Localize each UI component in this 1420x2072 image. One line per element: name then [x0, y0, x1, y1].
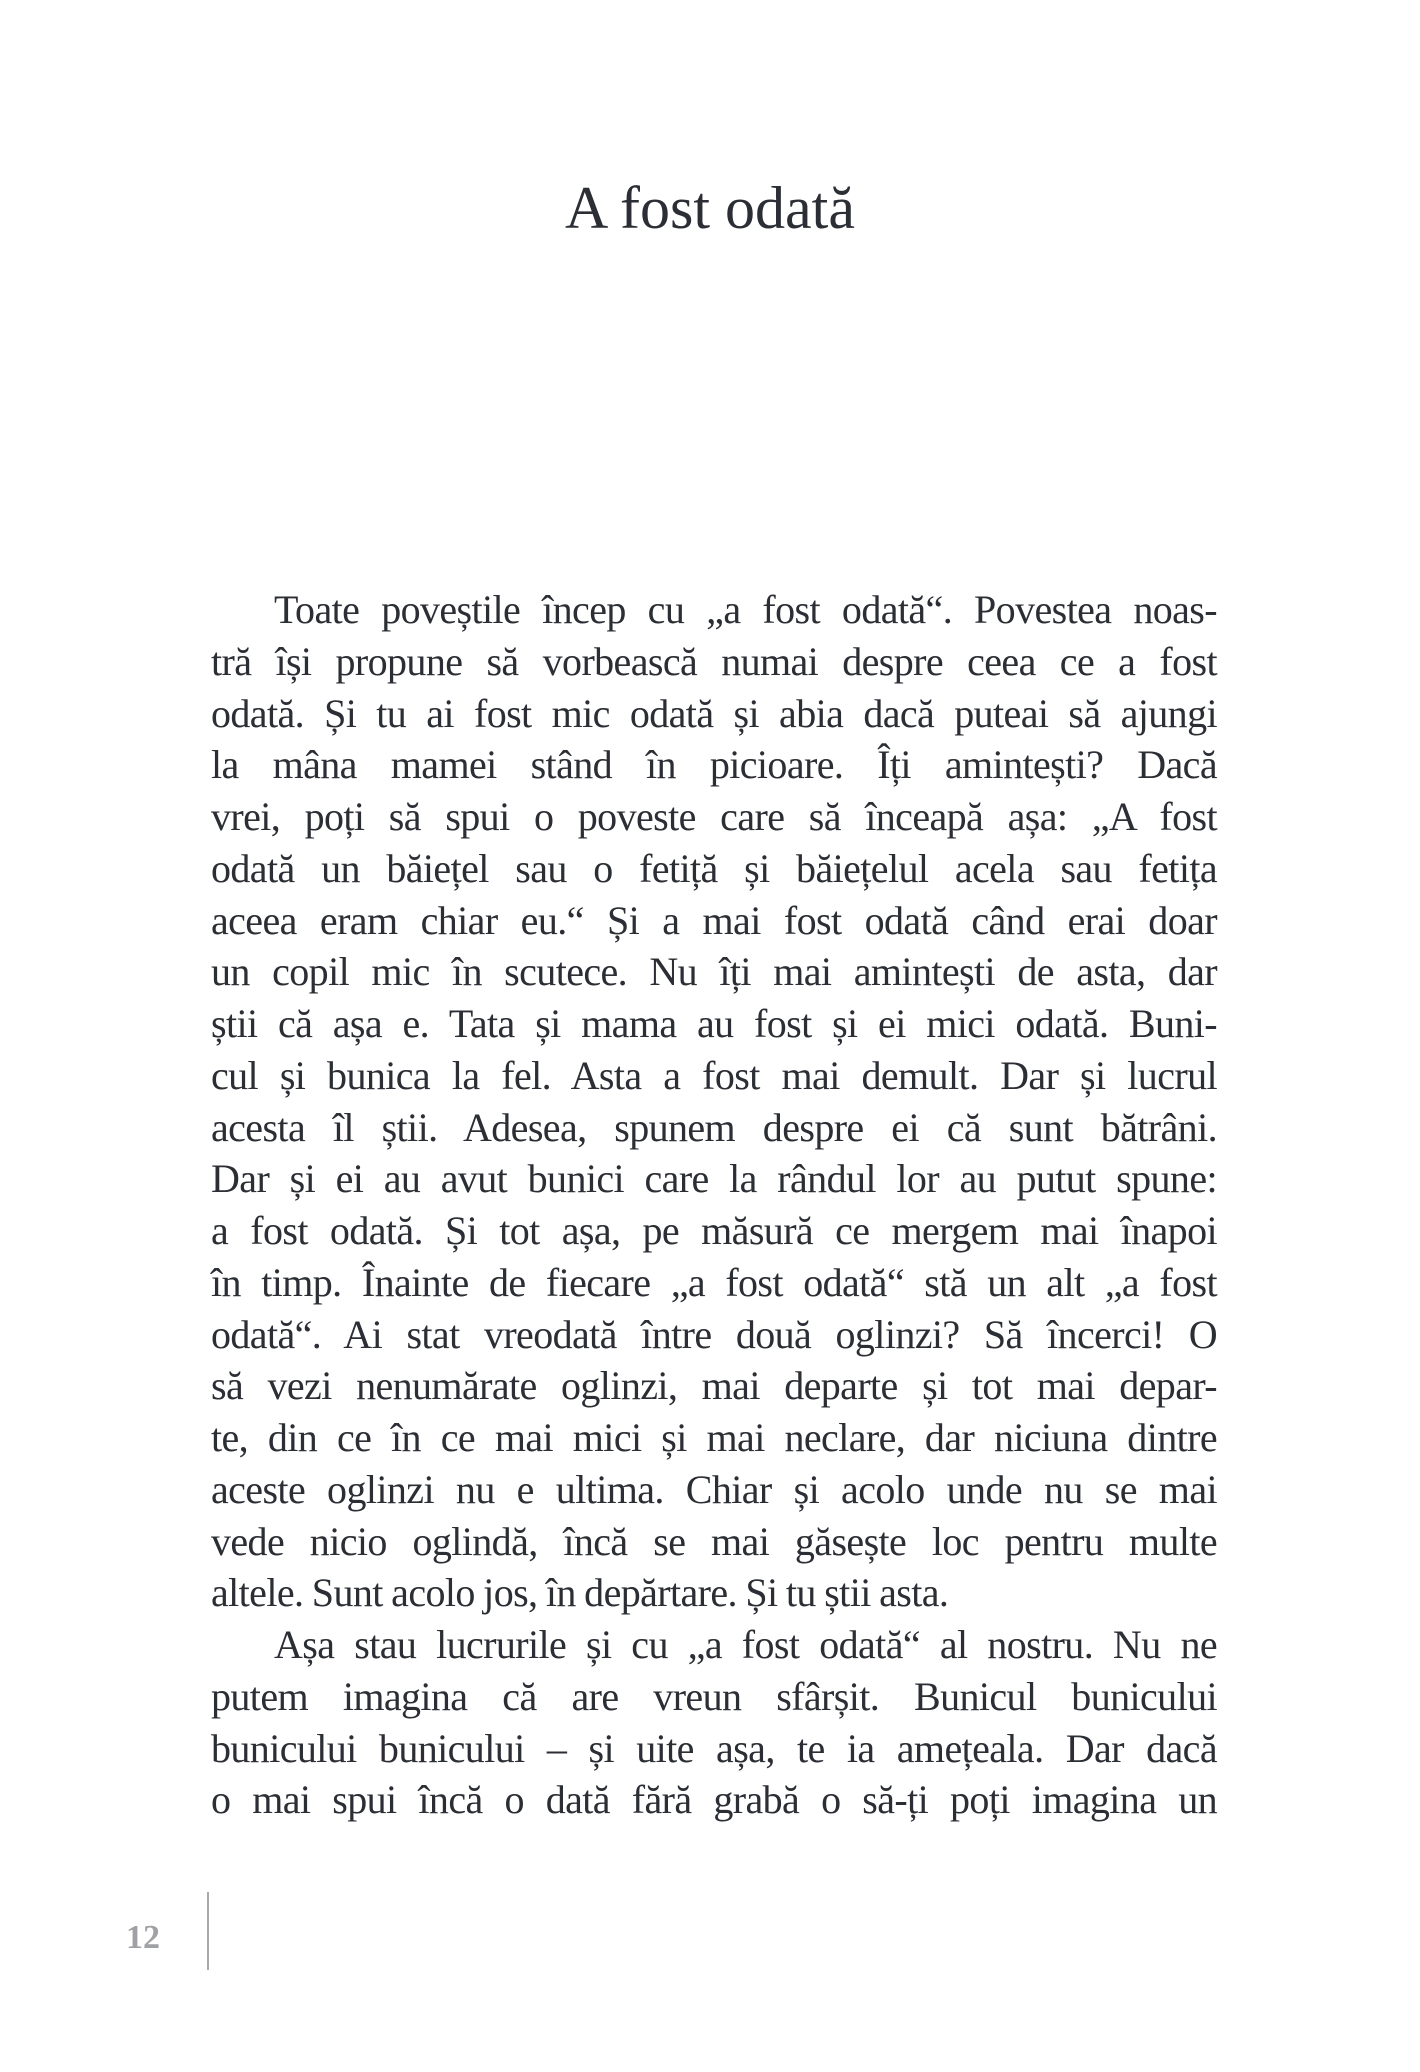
- page-number-divider: [207, 1892, 209, 1970]
- paragraph-1-line: [211, 688, 1217, 740]
- text-line: Dar și ei au avut bunici care la rândul lor au putut spune:: [211, 1156, 1217, 1202]
- text-line: odată. Și tu ai fost mic odată și abia dacă puteai să ajungi: [211, 690, 1217, 736]
- paragraph-1-line: [211, 739, 1217, 791]
- paragraph-2-line: [211, 1671, 1217, 1723]
- chapter-title: A fost odată: [565, 175, 855, 241]
- paragraph-1-line: [211, 1464, 1217, 1516]
- text-line: știi că așa e. Tata și mama au fost și ei mici odată. Buni-: [211, 1001, 1217, 1046]
- text-line: o mai spui încă o dată fără grabă o să-ți poți imagina un: [211, 1777, 1217, 1823]
- paragraph-1-line: [211, 1102, 1217, 1154]
- text-line: să vezi nenumărate oglinzi, mai departe și tot mai depar-: [211, 1363, 1217, 1409]
- paragraph-1-line: [211, 1412, 1217, 1464]
- paragraph-1-line: [211, 1153, 1217, 1205]
- paragraph-1-last-line: [211, 1567, 1217, 1619]
- text-line: acesta îl știi. Adesea, spunem despre ei că sunt bătrâni.: [211, 1104, 1217, 1150]
- text-line: te, din ce în ce mai mici și mai neclare, dar niciuna dintre: [211, 1415, 1217, 1460]
- text-line: odată un băiețel sau o fetiță și băiețelul acela sau fetița: [211, 845, 1217, 891]
- paragraph-1-line: [211, 636, 1217, 688]
- paragraph-1-line: [211, 584, 1217, 636]
- paragraph-1-line: [211, 1050, 1217, 1102]
- text-line: aceea eram chiar eu.“ Și a mai fost odată când erai doar: [211, 897, 1217, 943]
- text-line: aceste oglinzi nu e ultima. Chiar și acolo unde nu se mai: [211, 1466, 1217, 1512]
- paragraph-1-line: [211, 791, 1217, 843]
- page-number: 12: [126, 1919, 160, 1956]
- paragraph-1-line: [211, 843, 1217, 895]
- text-line: la mâna mamei stând în picioare. Îți amintești? Dacă: [211, 742, 1217, 788]
- text-line: a fost odată. Și tot așa, pe măsură ce mergem mai înapoi: [211, 1208, 1217, 1253]
- paragraph-1-line: [211, 1205, 1217, 1257]
- paragraph-2-line: [211, 1619, 1217, 1671]
- paragraph-1-line: [211, 946, 1217, 998]
- text-line: în timp. Înainte de fiecare „a fost odată“ stă un alt „a fost: [211, 1259, 1217, 1305]
- paragraph-1-line: [211, 1360, 1217, 1412]
- paragraph-1-line: [211, 998, 1217, 1050]
- text-line: tră își propune să vorbească numai despre ceea ce a fost: [211, 638, 1217, 684]
- text-line: putem imagina că are vreun sfârșit. Bunicul bunicului: [211, 1673, 1217, 1719]
- paragraph-1-line: [211, 1309, 1217, 1361]
- text-line: un copil mic în scutece. Nu îți mai amintești de asta, dar: [211, 949, 1217, 995]
- paragraph-2-line: [211, 1774, 1217, 1826]
- text-line: bunicului bunicului – și uite așa, te ia amețeala. Dar dacă: [211, 1725, 1217, 1771]
- text-line: altele. Sunt acolo jos, în depărtare. Și tu știi asta.: [211, 1570, 949, 1616]
- paragraph-2-line: [211, 1723, 1217, 1775]
- body-text: [211, 584, 1217, 1826]
- paragraph-1-line: [211, 895, 1217, 947]
- text-line: odată“. Ai stat vreodată între două oglinzi? Să încerci! O: [211, 1311, 1217, 1357]
- paragraph-1-line: [211, 1516, 1217, 1568]
- text-line: vede nicio oglindă, încă se mai găsește loc pentru multe: [211, 1518, 1217, 1564]
- text-line: vrei, poți să spui o poveste care să înceapă așa: „A fost: [211, 794, 1217, 839]
- text-line: Așa stau lucrurile și cu „a fost odată“ al nostru. Nu ne: [274, 1622, 1217, 1667]
- text-line: Toate poveștile încep cu „a fost odată“. Povestea noas-: [274, 587, 1217, 632]
- paragraph-1-line: [211, 1257, 1217, 1309]
- text-line: cul și bunica la fel. Asta a fost mai demult. Dar și lucrul: [211, 1052, 1217, 1098]
